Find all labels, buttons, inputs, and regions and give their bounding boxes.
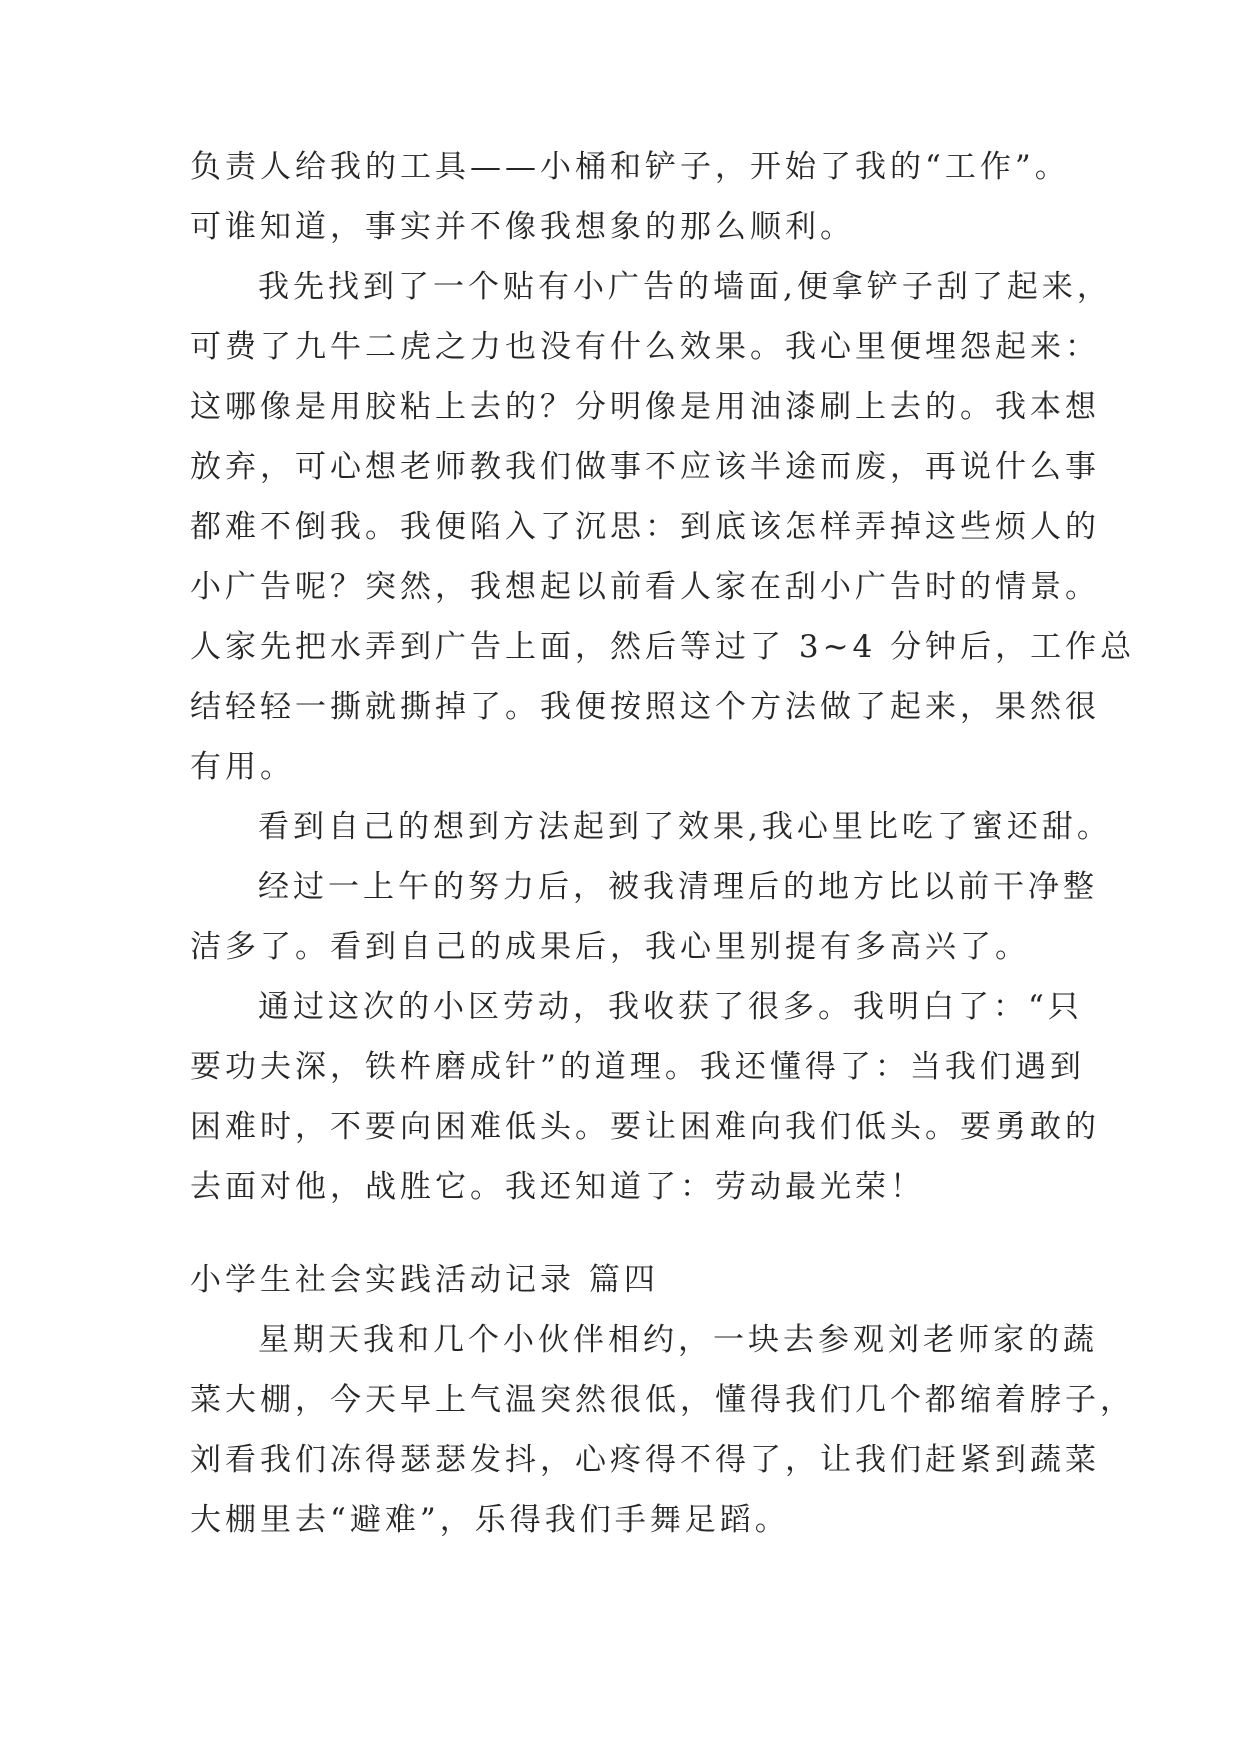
text-line: 负责人给我的工具——小桶和铲子，开始了我的“工作”。 — [190, 149, 1070, 185]
text-line: 困难时，不要向困难低头。要让困难向我们低头。要勇敢的 — [190, 1109, 1100, 1145]
text-line: 小广告呢？突然，我想起以前看人家在刮小广告时的情景。 — [190, 569, 1100, 605]
text-line: 人家先把水弄到广告上面，然后等过了 3~4 分钟后，工作总 — [190, 629, 1136, 665]
text-line: 菜大棚，今天早上气温突然很低，懂得我们几个都缩着脖子， — [190, 1382, 1135, 1418]
paragraph-start-line: 看到自己的想到方法起到了效果,我心里比吃了蜜还甜。 — [258, 809, 1112, 845]
text-line: 有用。 — [190, 749, 295, 785]
text-line: 这哪像是用胶粘上去的？分明像是用油漆刷上去的。我本想 — [190, 389, 1100, 425]
text-line: 可费了九牛二虎之力也没有什么效果。我心里便埋怨起来： — [190, 329, 1100, 365]
text-line: 洁多了。看到自己的成果后，我心里别提有多高兴了。 — [190, 929, 1030, 965]
text-line: 都难不倒我。我便陷入了沉思：到底该怎样弄掉这些烦人的 — [190, 509, 1100, 545]
paragraph-start-line: 我先找到了一个贴有小广告的墙面,便拿铲子刮了起来， — [258, 269, 1112, 305]
section-heading: 小学生社会实践活动记录 篇四 — [190, 1262, 659, 1298]
paragraph-start-line: 经过一上午的努力后，被我清理后的地方比以前干净整 — [258, 869, 1098, 905]
text-line: 要功夫深，铁杵磨成针”的道理。我还懂得了：当我们遇到 — [190, 1049, 1085, 1085]
text-line: 去面对他，战胜它。我还知道了：劳动最光荣！ — [190, 1169, 925, 1205]
text-line: 刘看我们冻得瑟瑟发抖，心疼得不得了，让我们赶紧到蔬菜 — [190, 1442, 1100, 1478]
text-line: 大棚里去“避难”，乐得我们手舞足蹈。 — [190, 1502, 790, 1538]
text-line: 结轻轻一撕就撕掉了。我便按照这个方法做了起来，果然很 — [190, 689, 1100, 725]
paragraph-start-line: 星期天我和几个小伙伴相约，一块去参观刘老师家的蔬 — [258, 1322, 1098, 1358]
body-text-part2 — [190, 1250, 1135, 1550]
text-line: 可谁知道，事实并不像我想象的那么顺利。 — [190, 209, 855, 245]
text-line: 放弃，可心想老师教我们做事不应该半途而废，再说什么事 — [190, 449, 1100, 485]
paragraph-start-line: 通过这次的小区劳动，我收获了很多。我明白了：“只 — [258, 989, 1083, 1025]
body-text-part1 — [190, 137, 1136, 1217]
